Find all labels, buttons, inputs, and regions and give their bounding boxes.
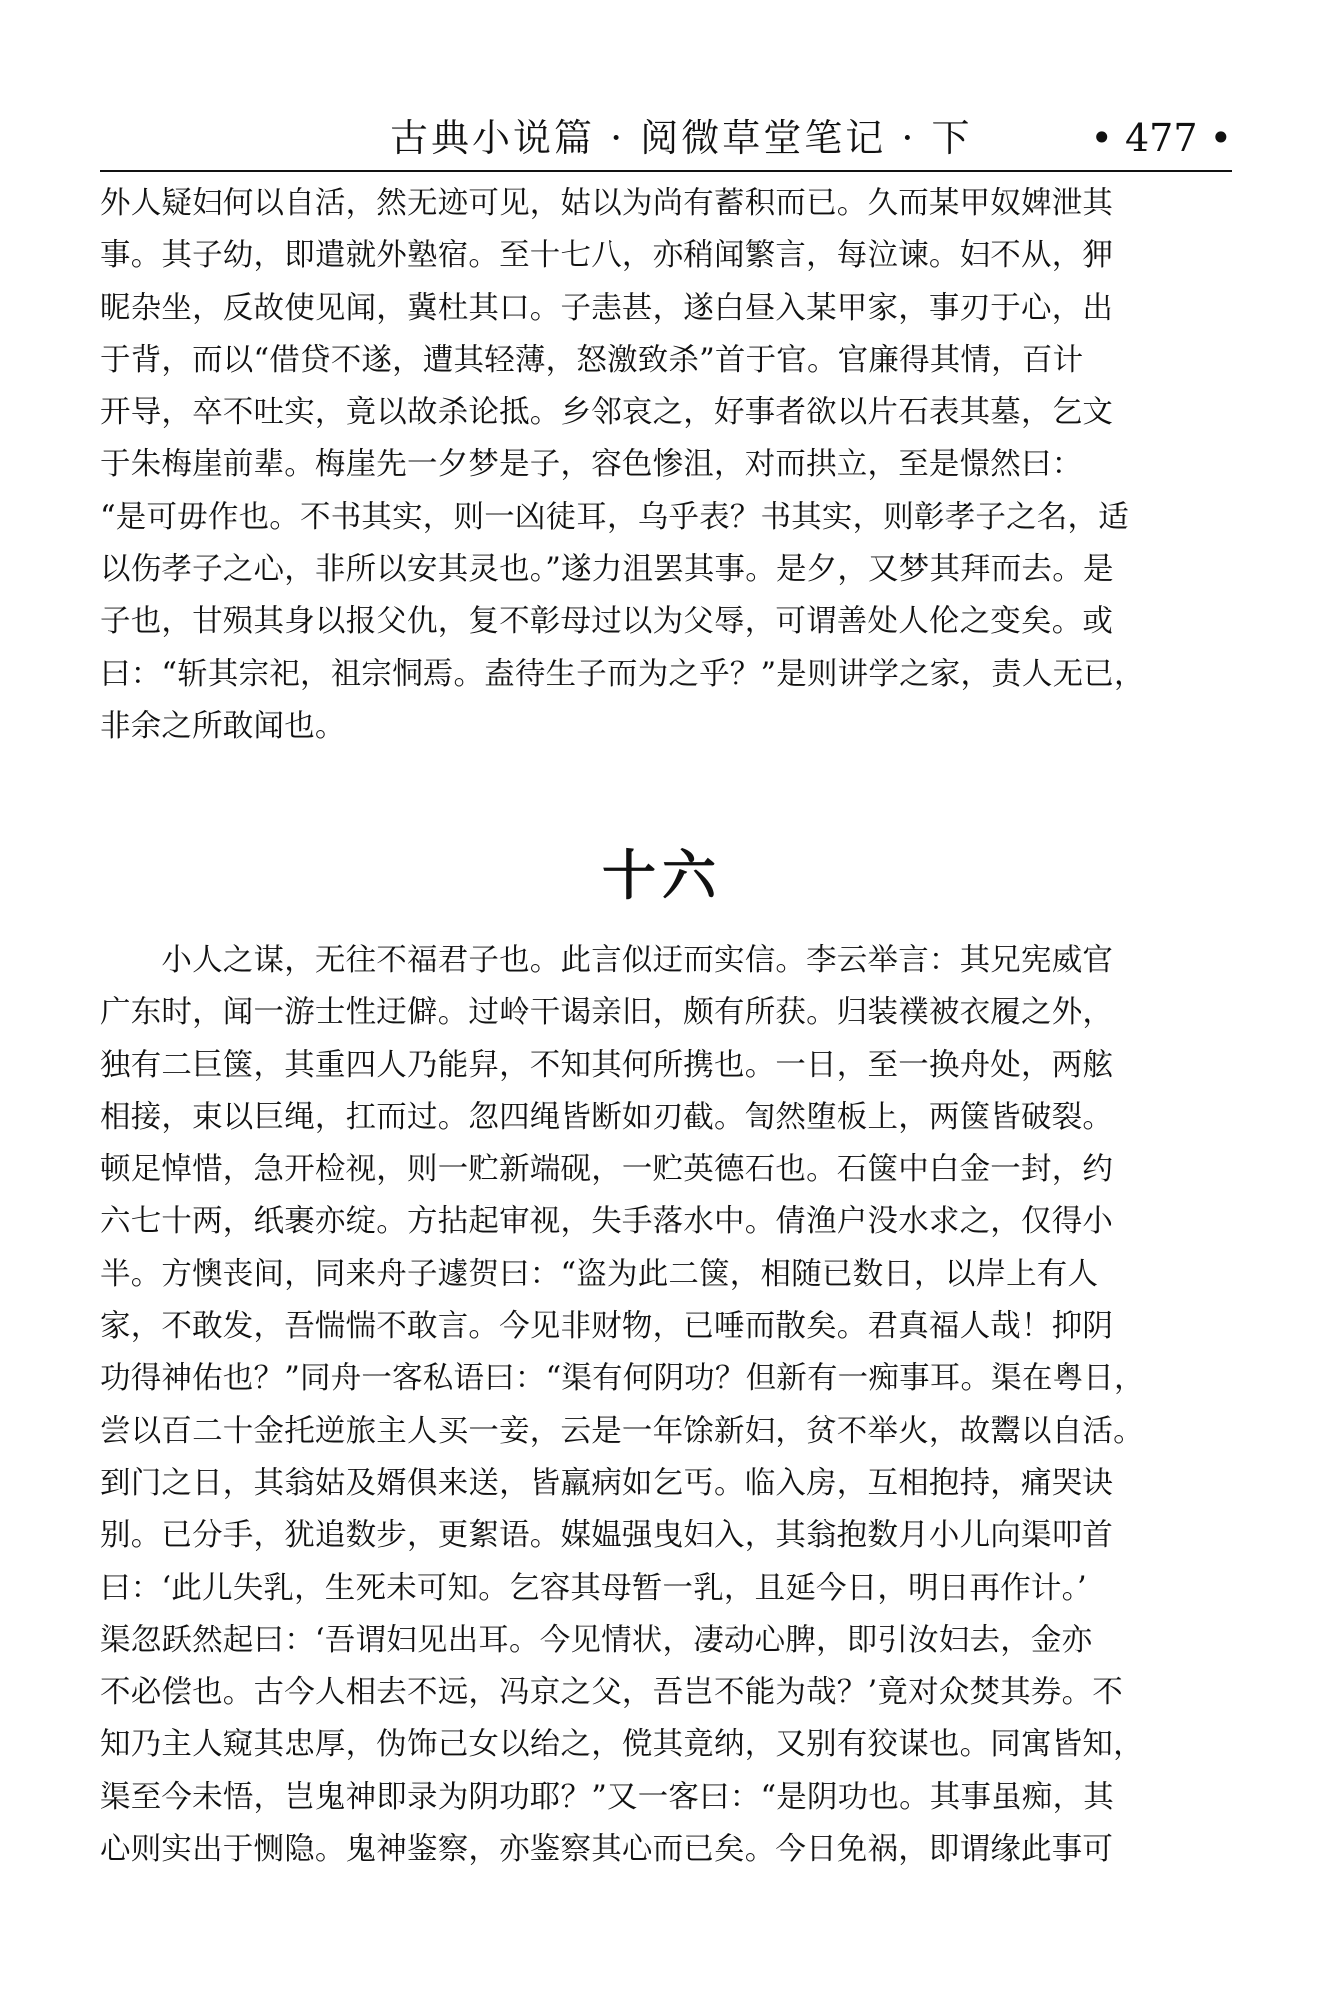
text-line: 知乃主人窥其忠厚，伪饰己女以绐之，傥其竟纳，又别有狡谋也。同寓皆知， — [100, 1727, 1144, 1763]
paragraph-section-16 — [100, 935, 1232, 1876]
text-line: 非余之所敢闻也。 — [100, 708, 346, 744]
text-line: 六七十两，纸裹亦绽。方拈起审视，失手落水中。倩渔户没水求之，仅得小 — [100, 1204, 1114, 1240]
running-header — [100, 108, 1232, 168]
text-line: 外人疑妇何以自活，然无迹可见，姑以为尚有蓄积而已。久而某甲奴婢泄其 — [100, 186, 1114, 221]
text-line: 子也，甘殒其身以报父仇，复不彰母过以为父辱，可谓善处人伦之变矣。或 — [100, 604, 1114, 640]
text-line: 事。其子幼，即遣就外塾宿。至十七八，亦稍闻繁言，每泣谏。妇不从，狎 — [100, 238, 1114, 274]
text-line: 渠忽跃然起曰：‘吾谓妇见出耳。今见情状，凄动心脾，即引汝妇去，金亦 — [100, 1622, 1093, 1658]
text-line: 到门之日，其翁姑及婿俱来送，皆羸病如乞丐。临入房，互相抱持，痛哭诀 — [100, 1465, 1114, 1501]
text-line: 心则实出于恻隐。鬼神鉴察，亦鉴察其心而已矣。今日免祸，即谓缘此事可 — [100, 1832, 1114, 1868]
text-line: 独有二巨箧，其重四人乃能舁，不知其何所携也。一日，至一换舟处，两舷 — [100, 1047, 1114, 1083]
text-line: 尝以百二十金托逆旅主人买一妾，云是一年馀新妇，贫不举火，故鬻以自活。 — [100, 1413, 1144, 1449]
text-line: 家，不敢发，吾惴惴不敢言。今见非财物，已唾而散矣。君真福人哉！抑阴 — [100, 1309, 1114, 1345]
text-line: 别。已分手，犹追数步，更絮语。媒媪强曳妇入，其翁抱数月小儿向渠叩首 — [100, 1518, 1114, 1554]
text-line: 以伤孝子之心，非所以安其灵也。”遂力沮罢其事。是夕，又梦其拜而去。是 — [100, 552, 1114, 588]
text-line: 曰：‘此儿失乳，生死未可知。乞容其母暂一乳，且延今日，明日再作计。’ — [100, 1570, 1087, 1606]
header-rule — [100, 170, 1232, 172]
text-line: 不必偿也。古今人相去不远，冯京之父，吾岂不能为哉？’竟对众焚其券。不 — [100, 1675, 1123, 1711]
text-line: 相接，束以巨绳，扛而过。忽四绳皆断如刃截。訇然堕板上，两箧皆破裂。 — [100, 1099, 1114, 1135]
text-line: 广东时，闻一游士性迂僻。过岭干谒亲旧，颇有所获。归装襆被衣履之外， — [100, 995, 1114, 1031]
text-line: “是可毋作也。不书其实，则一凶徒耳，乌乎表？书其实，则彰孝子之名，适 — [100, 499, 1129, 535]
text-line: 渠至今未悟，岂鬼神即录为阴功耶？”又一客曰：“是阴功也。其事虽痴，其 — [100, 1779, 1114, 1815]
text-line: 开导，卒不吐实，竟以故杀论抵。乡邻哀之，好事者欲以片石表其墓，乞文 — [100, 395, 1114, 431]
page-number: • 477 • — [1090, 116, 1232, 160]
text-line: 小人之谋，无往不福君子也。此言似迂而实信。李云举言：其兄宪威官 — [100, 943, 1114, 978]
text-line: 于朱梅崖前辈。梅崖先一夕梦是子，容色惨沮，对而拱立，至是憬然曰： — [100, 447, 1083, 483]
text-line: 功得神佑也？”同舟一客私语曰：“渠有何阴功？但新有一痴事耳。渠在粤日， — [100, 1361, 1145, 1397]
text-line: 半。方懊丧间，同来舟子遽贺曰：“盗为此二箧，相随已数日，以岸上有人 — [100, 1256, 1099, 1292]
running-title: 古典小说篇 · 阅微草堂笔记 · 下 — [390, 116, 973, 160]
text-line: 顿足悼惜，急开检视，则一贮新端砚，一贮英德石也。石箧中白金一封，约 — [100, 1152, 1114, 1188]
text-line: 曰：“斩其宗祀，祖宗恫焉。盍待生子而为之乎？”是则讲学之家，责人无已， — [100, 656, 1145, 692]
section-heading: 十六 — [602, 843, 722, 907]
text-line: 于背，而以“借贷不遂，遭其轻薄，怒激致杀”首于官。官廉得其情，百计 — [100, 342, 1084, 378]
paragraph-continued — [100, 178, 1232, 753]
text-line: 昵杂坐，反故使见闻，冀杜其口。子恚甚，遂白昼入某甲家，事刃于心，出 — [100, 290, 1114, 326]
